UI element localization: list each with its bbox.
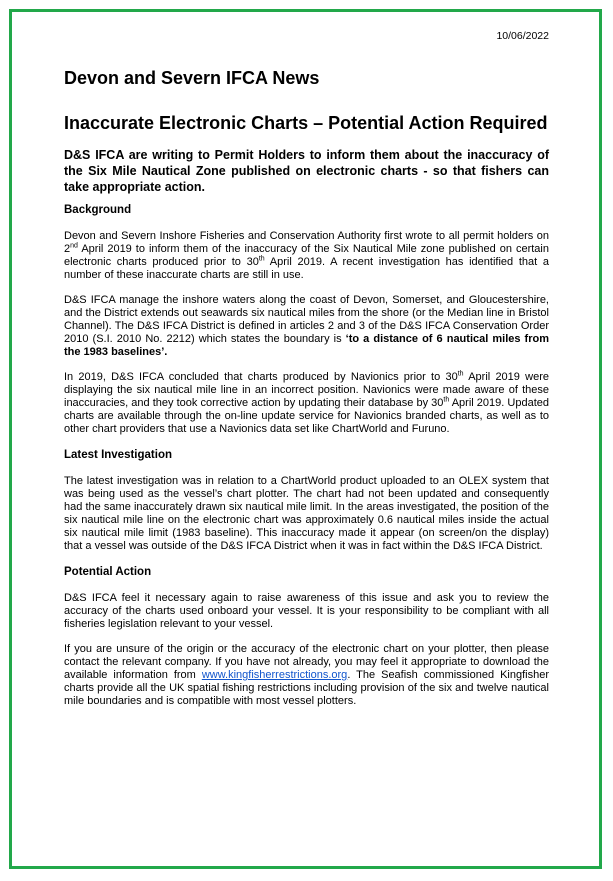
background-paragraph-1: Devon and Severn Inshore Fisheries and Conservation Authority first wrote to all permit holders on 2nd April 2019 to inform them of the inaccuracy of the Six Nautical Mile zone published on certain electronic charts produced prior to 30th April 2019. A recent investigation has identified that a number of these inaccurate charts are still in use. — [64, 230, 549, 281]
latest-investigation-heading: Latest Investigation — [64, 449, 172, 461]
potential-action-heading: Potential Action — [64, 566, 152, 578]
latest-investigation-paragraph: The latest investigation was in relation to a ChartWorld product uploaded to an OLEX system that was being used as the vessel’s chart plotter. The chart had not been updated and consequently had the same inaccurately drawn six nautical mile limit. In the areas investigated, the position of the six nautical mile line on the electronic chart was approximately 0.6 nautical miles inside the actual six nautical mile limit (1983 baseline). This inaccuracy made it appear (on screen/on the display) that a vessel was outside of the D&S IFCA District when it was in fact within the D&S IFCA District. — [64, 475, 549, 552]
background-paragraph-2: D&S IFCA manage the inshore waters along the coast of Devon, Somerset, and Gloucestershire, and the District extends out seawards six nautical miles from the shore (or the Median line in Bristol Channel). The D&S IFCA District is defined in articles 2 and 3 of the D&S IFCA Conservation Order 2010 (S.I. 2010 No. 2212) which states the boundary is ‘to a distance of 6 nautical miles from the 1983 baselines’. — [64, 294, 550, 358]
lead-paragraph: D&S IFCA are writing to Permit Holders to inform them about the inaccuracy of the Six Mile Nautical Zone published on electronic charts - so that fishers can take appropriate action. — [64, 148, 549, 194]
potential-action-paragraph-1: D&S IFCA feel it necessary again to raise awareness of this issue and ask you to review the accuracy of the charts used onboard your vessel. It is your responsibility to be compliant with all fisheries legislation relevant to your vessel. — [64, 592, 549, 630]
date: 10/06/2022 — [496, 30, 549, 42]
kingfisher-link[interactable]: www.kingfisherrestrictions.org — [201, 669, 348, 681]
news-heading: Devon and Severn IFCA News — [64, 68, 320, 88]
background-paragraph-3: In 2019, D&S IFCA concluded that charts produced by Navionics prior to 30th April 2019 were displaying the six nautical mile line in an incorrect position. Navionics were made aware of these inaccuracies, and they took corrective action by updating their database by 30th April 2019. Updated charts are available through the on-line update service for Navionics branded charts, as well as to other chart providers that use a Navionics data set like ChartWorld and Furuno. — [64, 370, 549, 435]
background-heading: Background — [64, 204, 132, 216]
article — [64, 66, 549, 708]
article-title: Inaccurate Electronic Charts – Potential Action Required — [64, 113, 548, 133]
potential-action-paragraph-2: If you are unsure of the origin or the accuracy of the electronic chart on your plotter, then please contact the relevant company. If you have not already, you may feel it appropriate to download the available information from www.kingfisherrestrictions.org. The Seafish commissioned Kingfisher charts provide all the UK spatial fishing restrictions including provision of the six and twelve nautical mile boundaries and is compatible with most vessel plotters. — [64, 643, 549, 707]
